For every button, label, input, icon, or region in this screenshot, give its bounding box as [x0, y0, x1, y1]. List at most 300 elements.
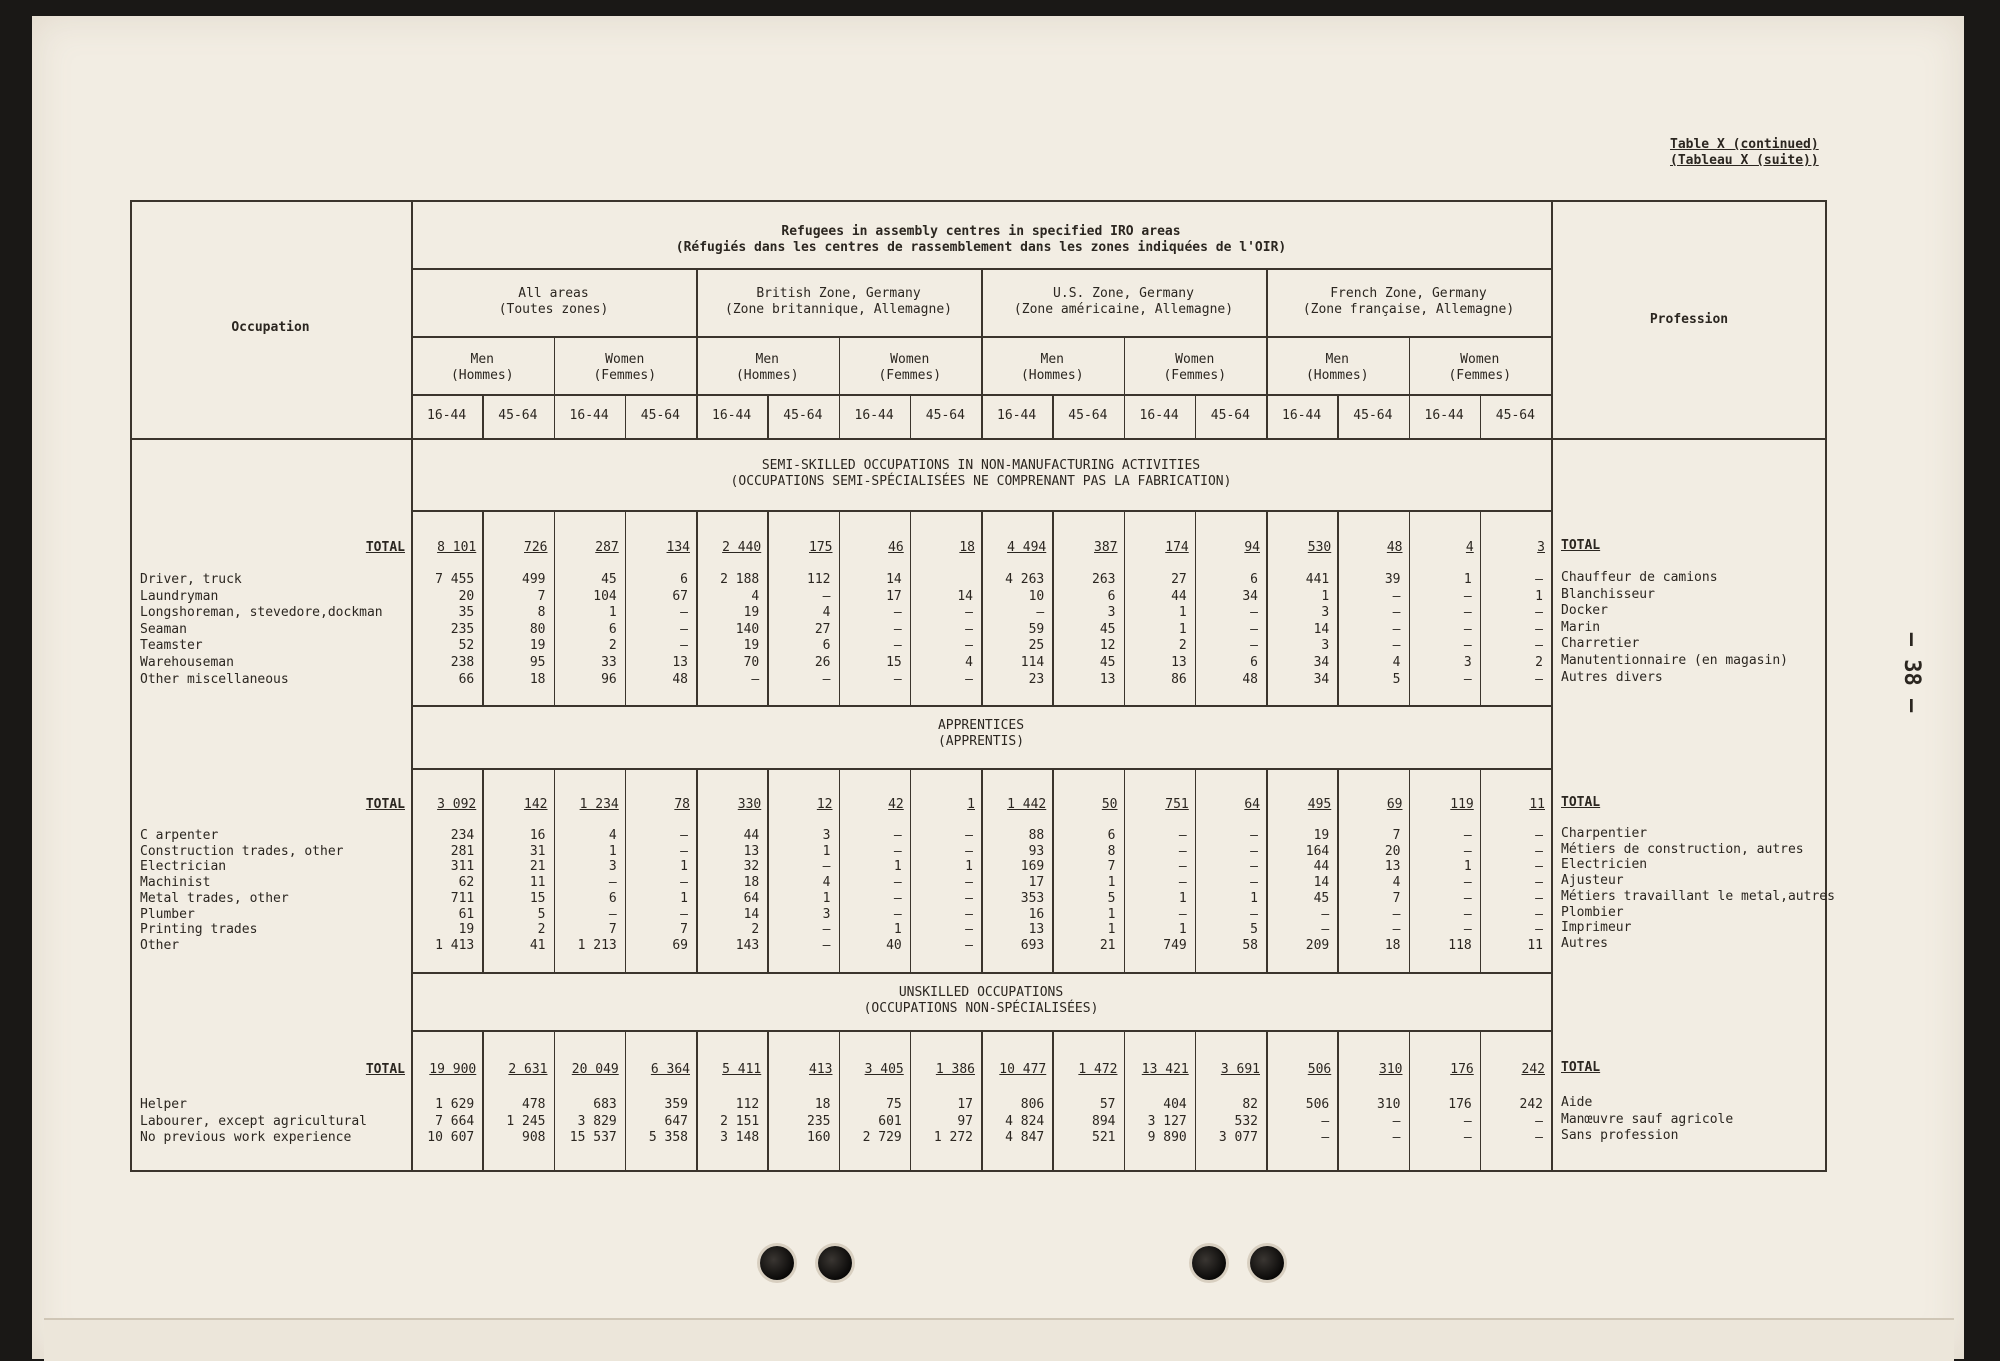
table-cell: 9 890	[1147, 1130, 1187, 1145]
total-cell: 50	[1101, 797, 1118, 812]
table-border-left	[130, 200, 132, 1172]
occupation-label: Printing trades	[140, 922, 258, 938]
table-cell: 2	[751, 922, 760, 938]
table-cell: —	[1463, 588, 1472, 604]
table-cell: 4	[822, 875, 831, 891]
table-cell: 1	[680, 890, 688, 906]
table-cell: 14	[1313, 875, 1330, 891]
table-cell: 169	[1020, 859, 1045, 875]
table-cell: 26	[814, 655, 831, 670]
table-cell: —	[680, 828, 688, 843]
profession-label: Charpentier	[1561, 826, 1648, 841]
table-cell: —	[1535, 671, 1543, 687]
table-cell: 21	[529, 859, 546, 875]
table-cell: 21	[1099, 937, 1116, 953]
profession-label: Electricien	[1561, 857, 1648, 873]
age-group-header: 16-44	[712, 408, 752, 423]
profession-label: Sans profession	[1561, 1128, 1679, 1143]
table-cell: 3	[822, 906, 831, 922]
occupation-label: Machinist	[140, 875, 211, 891]
age-group-header: 45-64	[1210, 408, 1250, 423]
table-cell: —	[1178, 828, 1187, 843]
table-cell: 14	[957, 588, 973, 604]
table-cell: 17	[1028, 875, 1045, 891]
occupation-label: Labourer, except agricultural	[140, 1113, 367, 1129]
table-cell: 6	[1250, 655, 1258, 670]
table-cell: —	[1463, 875, 1472, 891]
total-cell: 11	[1529, 797, 1545, 812]
table-cell: 95	[529, 655, 546, 670]
total-cell: 242	[1521, 1062, 1545, 1077]
total-cell: 20 049	[571, 1062, 619, 1077]
table-cell: 176	[1448, 1097, 1472, 1112]
table-cell: —	[822, 671, 831, 687]
table-cell: —	[1250, 605, 1258, 621]
total-cell: 69	[1386, 797, 1403, 812]
table-cell: —	[1463, 843, 1472, 859]
table-cell: 70	[743, 655, 760, 670]
table-cell: 478	[522, 1097, 546, 1112]
profession-label: Charretier	[1561, 636, 1640, 652]
total-cell: 48	[1386, 540, 1403, 555]
table-cell: 4	[608, 828, 617, 843]
table-cell: —	[1463, 1113, 1472, 1129]
table-cell: —	[893, 843, 902, 859]
caption-en: Table X (continued)	[1670, 137, 1819, 152]
profession-label: Autres	[1561, 935, 1608, 951]
table-cell: 88	[1028, 828, 1045, 843]
table-cell: 6	[1107, 588, 1116, 604]
table-cell: —	[965, 906, 973, 922]
binding-hole	[1192, 1246, 1226, 1280]
table-cell: 235	[450, 621, 475, 637]
table-cell: 6	[608, 890, 617, 906]
table-cell: 4	[751, 588, 760, 604]
table-cell: 1	[1107, 875, 1116, 891]
table-cell: —	[751, 671, 760, 687]
total-cell: 12	[816, 797, 833, 812]
table-cell: 404	[1163, 1097, 1187, 1112]
zone-header-en: U.S. Zone, Germany	[1053, 286, 1194, 301]
table-cell: 2 151	[720, 1113, 760, 1129]
occupation-label: Warehouseman	[140, 655, 234, 670]
men-header-fr: (Hommes)	[735, 368, 799, 383]
table-cell: 4	[822, 605, 831, 621]
table-cell: 1	[608, 843, 617, 859]
table-cell: 3	[1463, 655, 1472, 670]
table-cell: —	[1250, 859, 1258, 875]
total-cell: 3 092	[437, 797, 477, 812]
table-cell: —	[1463, 671, 1472, 687]
table-cell: —	[965, 605, 973, 621]
occupation-label: Electrician	[140, 859, 227, 875]
table-cell: —	[1535, 875, 1543, 891]
table-cell: 19	[458, 922, 475, 938]
table-cell: 1	[893, 922, 902, 938]
page-number: — 38 —	[1899, 632, 1925, 713]
table-cell: 14	[886, 572, 902, 587]
table-cell: —	[1535, 843, 1543, 859]
age-group-header: 16-44	[1139, 408, 1179, 423]
occupation-label: No previous work experience	[140, 1130, 352, 1145]
occupation-label: Teamster	[140, 638, 203, 654]
section-title-fr: (APPRENTIS)	[937, 734, 1025, 749]
binding-hole	[760, 1246, 794, 1280]
total-cell: 119	[1450, 797, 1474, 812]
main-header-fr: (Réfugiés dans les centres de rassemblement dans les zones indiquées de l'OIR)	[675, 240, 1287, 255]
table-cell: 7	[1392, 828, 1401, 843]
table-cell: 234	[450, 828, 475, 843]
age-group-header: 16-44	[1282, 408, 1322, 423]
table-cell: —	[893, 890, 902, 906]
table-cell: 13	[743, 843, 760, 859]
table-cell: —	[1178, 859, 1187, 875]
table-cell: 118	[1448, 937, 1472, 953]
table-cell: 45	[1313, 890, 1330, 906]
table-cell: 80	[529, 621, 546, 637]
table-cell: 58	[1242, 937, 1258, 953]
table-cell: —	[1321, 1113, 1330, 1129]
men-header: Men	[470, 352, 494, 367]
table-cell: —	[893, 828, 902, 843]
table-cell: 6	[1250, 572, 1258, 587]
table-cell: 34	[1313, 655, 1330, 670]
table-cell: 2	[1178, 638, 1187, 654]
zone-header-en: British Zone, Germany	[756, 286, 921, 301]
table-cell: 31	[529, 843, 546, 859]
table-cell: 6	[822, 638, 831, 654]
table-cell: —	[1321, 1130, 1330, 1145]
table-cell: 44	[743, 828, 760, 843]
table-cell: —	[1535, 572, 1543, 587]
zone-header-fr: (Zone française, Allemagne)	[1302, 302, 1515, 317]
table-cell: —	[965, 638, 973, 654]
table-cell: —	[1250, 621, 1258, 637]
total-cell: 4	[1465, 540, 1474, 555]
total-cell: 175	[809, 540, 833, 555]
total-cell: 4 494	[1007, 540, 1047, 555]
total-cell: 3 405	[864, 1062, 904, 1077]
table-cell: 242	[1519, 1097, 1543, 1112]
table-cell: —	[965, 922, 973, 938]
table-cell: 48	[672, 671, 688, 687]
total-label: TOTAL	[365, 540, 405, 555]
table-cell: 693	[1020, 937, 1045, 953]
table-cell: 44	[1171, 588, 1187, 604]
total-cell: 2 440	[722, 540, 762, 555]
table-cell: —	[822, 922, 831, 938]
table-cell: 15	[886, 655, 902, 670]
total-cell: 94	[1244, 540, 1260, 555]
table-cell: 499	[522, 572, 546, 587]
table-cell: 10	[1028, 588, 1045, 604]
table-cell: 27	[814, 621, 831, 637]
table-cell: —	[1535, 890, 1543, 906]
age-group-header: 45-64	[783, 408, 823, 423]
table-cell: 66	[458, 671, 475, 687]
table-cell: 235	[807, 1113, 831, 1129]
total-label: TOTAL	[365, 1062, 405, 1077]
table-cell: 2	[1535, 655, 1543, 670]
table-cell: 7	[680, 922, 688, 938]
table-cell: 1	[1107, 922, 1116, 938]
table-cell: —	[822, 859, 831, 875]
table-cell: 18	[529, 671, 546, 687]
total-cell: 330	[737, 797, 762, 812]
table-cell: —	[1392, 621, 1401, 637]
table-cell: —	[1392, 588, 1401, 604]
table-cell: 1	[1463, 859, 1472, 875]
caption-fr: (Tableau X (suite))	[1670, 153, 1819, 168]
table-cell: 7 664	[435, 1113, 475, 1129]
profession-label: Imprimeur	[1561, 920, 1632, 936]
table-cell: 15 537	[569, 1130, 617, 1145]
table-cell: 39	[1384, 572, 1401, 587]
occupation-label: Driver, truck	[140, 572, 242, 587]
table-cell: 2 188	[720, 572, 760, 587]
table-cell: 4	[1392, 655, 1401, 670]
total-cell: 1 234	[579, 797, 619, 812]
table-cell: 3 127	[1147, 1113, 1187, 1129]
table-cell: 7	[608, 922, 617, 938]
total-cell: 13 421	[1141, 1062, 1189, 1077]
table-cell: 6	[608, 621, 617, 637]
table-cell: 18	[814, 1097, 831, 1112]
table-cell: 75	[886, 1097, 902, 1112]
profession-label: Plombier	[1561, 904, 1624, 920]
table-cell: 359	[664, 1097, 688, 1112]
table-cell: —	[1392, 906, 1401, 922]
table-cell: —	[1178, 875, 1187, 891]
table-cell: 1 245	[506, 1113, 546, 1129]
table-cell: —	[608, 875, 617, 891]
occupation-label: Seaman	[140, 621, 187, 637]
total-cell: 78	[674, 797, 690, 812]
occupation-label: Other miscellaneous	[140, 671, 289, 687]
total-cell: 1 386	[935, 1062, 975, 1077]
age-group-header: 45-64	[640, 408, 680, 423]
table-cell: 5	[1250, 922, 1258, 938]
table-cell: —	[1250, 843, 1258, 859]
table-cell: 263	[1092, 572, 1116, 587]
age-group-header: 45-64	[1068, 408, 1108, 423]
total-cell: 726	[524, 540, 548, 555]
table-cell: 647	[664, 1113, 688, 1129]
main-header-en: Refugees in assembly centres in specified IRO areas	[781, 224, 1181, 239]
table-cell: —	[965, 843, 973, 859]
table-border-top	[130, 200, 1827, 202]
table-cell: 13	[1099, 671, 1116, 687]
table-cell: 1	[1250, 890, 1258, 906]
table-cell: 11	[529, 875, 546, 891]
table-cell: 1	[965, 859, 973, 875]
table-cell: 45	[1099, 621, 1116, 637]
total-cell: 8 101	[437, 540, 477, 555]
table-cell: —	[1321, 922, 1330, 938]
table-cell: —	[1535, 1113, 1543, 1129]
table-cell: 1	[822, 890, 831, 906]
table-cell: —	[965, 890, 973, 906]
table-cell: 894	[1092, 1113, 1116, 1129]
table-caption	[1670, 137, 1819, 169]
table-cell: 3 829	[577, 1113, 617, 1129]
table-cell: 8	[1107, 843, 1116, 859]
table-cell: 5	[537, 906, 546, 922]
table-cell: 3	[822, 828, 831, 843]
table-cell: —	[965, 875, 973, 891]
table-cell: 160	[807, 1130, 831, 1145]
total-cell: 142	[524, 797, 548, 812]
table-cell: 45	[601, 572, 617, 587]
occupation-header: Occupation	[231, 320, 310, 335]
men-header-fr: (Hommes)	[1305, 368, 1369, 383]
table-cell: —	[680, 875, 688, 891]
table-cell: —	[1178, 906, 1187, 922]
table-cell: —	[1392, 638, 1401, 654]
table-cell: 4 847	[1005, 1130, 1045, 1145]
table-cell: 5	[1107, 890, 1116, 906]
women-header-fr: (Femmes)	[1163, 368, 1227, 383]
statistics-table	[130, 200, 1835, 1172]
men-header: Men	[1325, 352, 1349, 367]
profession-label: Manutentionnaire (en magasin)	[1561, 653, 1788, 668]
occupation-label: Laundryman	[140, 588, 219, 604]
total-cell: 751	[1165, 797, 1189, 812]
table-cell: 1	[1321, 588, 1330, 604]
total-cell: 174	[1165, 540, 1189, 555]
table-cell: 7	[537, 588, 546, 604]
table-cell: —	[1463, 922, 1472, 938]
table-border-bottom	[130, 1170, 1827, 1172]
table-cell: 7	[1392, 890, 1401, 906]
table-cell: 3 148	[720, 1130, 760, 1145]
profession-label: Autres divers	[1561, 669, 1663, 685]
total-cell: 176	[1450, 1062, 1474, 1077]
total-cell: 287	[595, 540, 619, 555]
table-cell: —	[822, 937, 831, 953]
total-cell: 1 442	[1007, 797, 1047, 812]
table-cell: 16	[1028, 906, 1045, 922]
zone-header-en: All areas	[518, 286, 589, 301]
table-cell: 6	[1107, 828, 1116, 843]
table-cell: —	[1535, 638, 1543, 654]
table-cell: 35	[458, 605, 475, 621]
table-cell: 59	[1028, 621, 1045, 637]
table-cell: 209	[1305, 937, 1330, 953]
table-cell: —	[1392, 1130, 1401, 1145]
table-cell: —	[1463, 638, 1472, 654]
total-cell: 3 691	[1220, 1062, 1260, 1077]
table-cell: 143	[735, 937, 760, 953]
table-cell: —	[822, 588, 831, 604]
table-cell: —	[1463, 621, 1472, 637]
table-cell: 711	[450, 890, 475, 906]
age-group-header: 16-44	[1424, 408, 1464, 423]
total-cell: 387	[1094, 540, 1118, 555]
table-cell: 353	[1020, 890, 1045, 906]
total-cell: 495	[1307, 797, 1332, 812]
profession-label: Marin	[1561, 619, 1601, 635]
table-cell: 44	[1313, 859, 1330, 875]
table-cell: 281	[450, 843, 475, 859]
table-cell: 3	[1321, 638, 1330, 654]
table-cell: —	[893, 671, 902, 687]
table-cell: 683	[593, 1097, 617, 1112]
table-cell: 64	[743, 890, 760, 906]
table-cell: —	[608, 906, 617, 922]
table-cell: 19	[529, 638, 546, 654]
table-cell: 4 263	[1005, 572, 1045, 587]
occupation-label: Metal trades, other	[140, 890, 289, 906]
table-cell: —	[893, 638, 902, 654]
table-cell: —	[1463, 1130, 1472, 1145]
table-cell: 13	[672, 655, 688, 670]
table-cell: 10 607	[427, 1130, 475, 1145]
section-title-en: APPRENTICES	[937, 718, 1025, 733]
profession-header: Profession	[1649, 312, 1729, 327]
total-label-fr: TOTAL	[1561, 538, 1601, 553]
table-cell: —	[893, 906, 902, 922]
total-cell: 19 900	[429, 1062, 477, 1077]
table-cell: 5	[1392, 671, 1401, 687]
table-cell: 18	[743, 875, 760, 891]
total-cell: 310	[1379, 1062, 1403, 1077]
age-group-header: 16-44	[569, 408, 609, 423]
total-cell: 2 631	[508, 1062, 548, 1077]
occupation-label: C arpenter	[140, 828, 219, 843]
table-cell: 12	[1099, 638, 1116, 654]
section-title-en: SEMI-SKILLED OCCUPATIONS IN NON-MANUFACTURING ACTIVITIES	[761, 458, 1201, 473]
profession-column-divider	[1551, 200, 1553, 1172]
table-cell: 1	[1178, 605, 1187, 621]
table-cell: 67	[672, 588, 688, 604]
total-cell: 1	[967, 797, 975, 812]
table-cell: 532	[1234, 1113, 1258, 1129]
zone-header-en: French Zone, Germany	[1330, 286, 1487, 301]
table-cell: —	[1463, 890, 1472, 906]
total-cell: 18	[959, 540, 975, 555]
table-cell: 1	[680, 859, 688, 875]
table-cell: 69	[672, 937, 688, 953]
table-cell: 112	[807, 572, 831, 587]
table-cell: 20	[458, 588, 475, 604]
table-cell: 61	[458, 906, 475, 922]
table-cell: —	[1036, 605, 1045, 621]
zone-header-fr: (Zone britannique, Allemagne)	[725, 302, 952, 317]
table-cell: 3	[1107, 605, 1116, 621]
table-cell: 57	[1099, 1097, 1116, 1112]
table-cell: —	[680, 621, 688, 637]
profession-label: Docker	[1561, 603, 1608, 619]
table-cell: 41	[529, 937, 546, 953]
table-cell: 25	[1028, 638, 1045, 654]
table-cell: 3	[608, 859, 617, 875]
profession-label: Chauffeur de camions	[1561, 570, 1718, 585]
table-cell: —	[1250, 828, 1258, 843]
table-cell: 7 455	[435, 572, 475, 587]
table-cell: 17	[886, 588, 902, 604]
table-cell: 13	[1028, 922, 1045, 938]
table-cell: —	[680, 843, 688, 859]
table-cell: 2	[608, 638, 617, 654]
table-cell: —	[1535, 605, 1543, 621]
table-cell: 2 729	[862, 1130, 902, 1145]
table-cell: 14	[1313, 621, 1330, 637]
total-cell: 413	[809, 1062, 833, 1077]
table-rule	[411, 705, 1551, 707]
total-label-fr: TOTAL	[1561, 1060, 1601, 1075]
table-cell: 97	[957, 1113, 973, 1129]
